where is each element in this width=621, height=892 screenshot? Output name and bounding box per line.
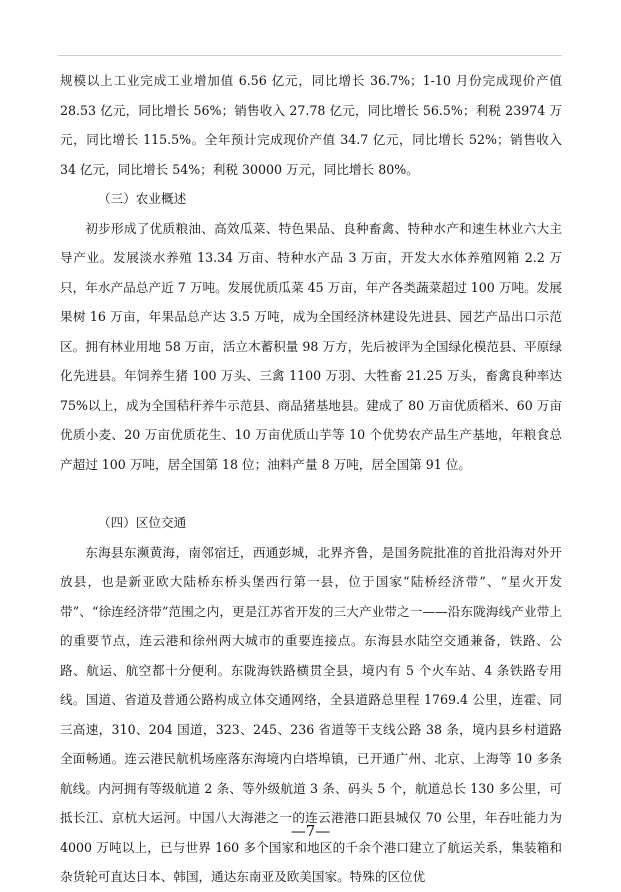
page-number: —7— bbox=[290, 822, 331, 840]
section-heading-agriculture: （三）农业概述 bbox=[98, 191, 187, 206]
document-body bbox=[60, 66, 562, 892]
section-gap bbox=[60, 479, 562, 508]
paragraph-industry-stats: 规模以上工业完成工业增加值 6.56 亿元，同比增长 36.7%；1-10 月份完成现价产值 28.53 亿元，同比增长 56%；销售收入 27.78 亿元，同比增长 56.5%；利税 23974 万元，同比增长 115.5%。全年预计完成现价产值 34.7 亿元，同比增长 52%；销售收入 34 亿元，同比增长 54%；利税 30000 万元，同比增长 80%。 bbox=[60, 73, 562, 177]
header-rule bbox=[58, 55, 562, 56]
paragraph-agriculture: 初步形成了优质粮油、高效瓜菜、特色果品、良种畜禽、特种水产和速生林业六大主导产业。发展淡水养殖 13.34 万亩、特种水产品 3 万亩，开发大水体养殖网箱 2.2 万只，年水产品总产近 7 万吨。发展优质瓜菜 45 万亩，年产各类蔬菜超过 100 万吨。发展果树 16 万亩，年果品总产达 3.5 万吨，成为全国经济林建设先进县、园艺产品出口示范区。拥有林业用地 58 万亩，活立木蓄积量 98 万方，先后被评为全国绿化模范县、平原绿化先进县。年饲养生猪 100 万头、三禽 1100 万羽、大牲畜 21.25 万头，畜禽良种率达 75%以上，成为全国秸秆养牛示范县、商品猪基地县。建成了 80 万亩优质稻米、60 万亩优质小麦、20 万亩优质花生、10 万亩优质山芋等 10 个优势农产品生产基地，年粮食总产超过 100 万吨，居全国第 18 位；油料产量 8 万吨，居全国第 91 位。 bbox=[60, 220, 562, 472]
section-heading-transport: （四）区位交通 bbox=[98, 515, 187, 530]
paragraph-transport: 东海县东濒黄海，南邻宿迁，西通彭城，北界齐鲁，是国务院批准的首批沿海对外开放县，也是新亚欧大陆桥东桥头堡西行第一县，位于国家“陆桥经济带”、“星火开发带”、“徐连经济带”范围之内，更是江苏省开发的三大产业带之一——沿东陇海线产业带上的重要节点，连云港和徐州两大城市的重要连接点。东海县水陆空交通兼备，铁路、公路、航运、航空都十分便利。东陇海铁路横贯全县，境内有 5 个火车站、4 条铁路专用线。国道、省道及普通公路构成立体交通网络，全县道路总里程 1769.4 公里，连霍、同三高速，310、204 国道，323、245、236 省道等干支线公路 38 条，境内县乡村道路全面畅通。连云港民航机场座落东海境内白塔埠镇，已开通广州、北京、上海等 10 多条航线。内河拥有等级航道 2 条、等外级航道 3 条、码头 5 个，航道总长 130 多公里，可抵长江、京杭大运河。中国八大海港之一的连云港港口距县城仅 70 公里，年吞吐能力为 4000 万吨以上，已与世界 160 多个国家和地区的千余个港口建立了航运关系，集装箱和杂货轮可直达日本、韩国，通达东南亚及欧美国家。特殊的区位优 bbox=[60, 544, 562, 884]
